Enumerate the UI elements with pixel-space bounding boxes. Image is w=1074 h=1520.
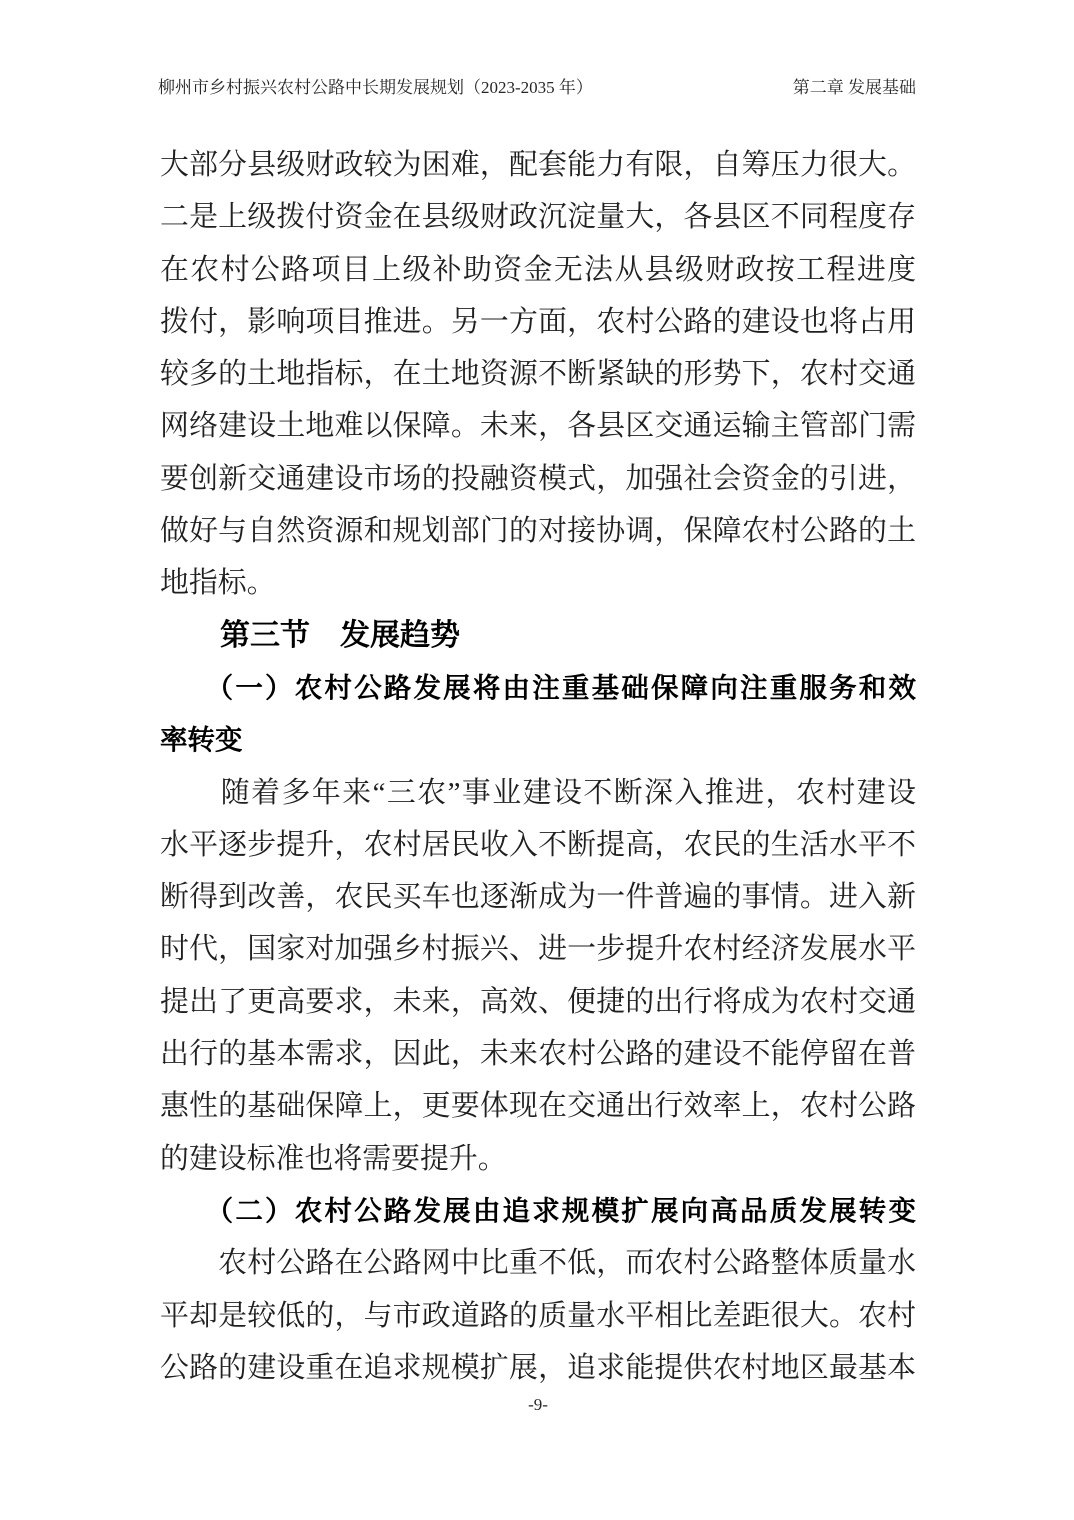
- section-heading-trends: 第三节 发展趋势: [220, 618, 460, 652]
- page-number: -9-: [528, 1395, 548, 1414]
- text-line: 出行的基本需求，因此，未来农村公路的建设不能停留在普: [160, 1038, 916, 1071]
- text-line: 率转变: [160, 724, 243, 756]
- text-line: 惠性的基础保障上，更要体现在交通出行效率上，农村公路: [160, 1090, 916, 1123]
- text-line: 较多的土地指标，在土地资源不断紧缺的形势下，农村交通: [160, 358, 916, 391]
- text-line: 大部分县级财政较为困难，配套能力有限，自筹压力很大。: [160, 149, 916, 181]
- text-line: 农村公路在公路网中比重不低，而农村公路整体质量水: [160, 1247, 916, 1280]
- text-line: 地指标。: [160, 567, 276, 600]
- text-line: 拨付，影响项目推进。另一方面，农村公路的建设也将占用: [160, 305, 916, 338]
- text-line: 断得到改善，农民买车也逐渐成为一件普遍的事情。进入新: [160, 881, 916, 914]
- text-line: 平却是较低的，与市政道路的质量水平相比差距很大。农村: [160, 1299, 916, 1332]
- text-line: （一）农村公路发展将由注重基础保障向注重服务和效: [160, 671, 916, 703]
- text-line: 做好与自然资源和规划部门的对接协调，保障农村公路的土: [160, 515, 916, 548]
- paragraph-rural-development: [160, 767, 916, 1185]
- text-line: 要创新交通建设市场的投融资模式，加强社会资金的引进，: [160, 462, 916, 495]
- text-line: 随着多年来“三农”事业建设不断深入推进，农村建设: [160, 776, 916, 809]
- text-line: 提出了更高要求，未来，高效、便捷的出行将成为农村交通: [160, 985, 916, 1018]
- text-line: 二是上级拨付资金在县级财政沉淀量大，各县区不同程度存: [160, 201, 916, 234]
- text-line: 时代，国家对加强乡村振兴、进一步提升农村经济发展水平: [160, 933, 916, 966]
- text-line: 网络建设土地难以保障。未来，各县区交通运输主管部门需: [160, 410, 916, 443]
- paragraph-quality-gap: [160, 1237, 916, 1394]
- text-line: 在农村公路项目上级补助资金无法从县级财政按工程进度: [160, 253, 916, 286]
- page-header: [158, 76, 916, 100]
- text-line: （二）农村公路发展由追求规模扩展向高品质发展转变: [160, 1194, 916, 1226]
- text-line: 水平逐步提升，农村居民收入不断提高，农民的生活水平不: [160, 828, 916, 861]
- page-body: [160, 139, 916, 1394]
- paragraph-funding-land: [160, 139, 916, 610]
- header-document-title: 柳州市乡村振兴农村公路中长期发展规划（2023-2035 年）: [158, 78, 593, 97]
- text-line: 公路的建设重在追求规模扩展，追求能提供农村地区最基本: [160, 1351, 916, 1384]
- subheading-1-service-efficiency: [160, 662, 916, 767]
- text-line: 的建设标准也将需要提升。: [160, 1142, 507, 1175]
- subheading-2-quality-development: [160, 1185, 916, 1237]
- header-chapter-title: 第二章 发展基础: [792, 78, 916, 97]
